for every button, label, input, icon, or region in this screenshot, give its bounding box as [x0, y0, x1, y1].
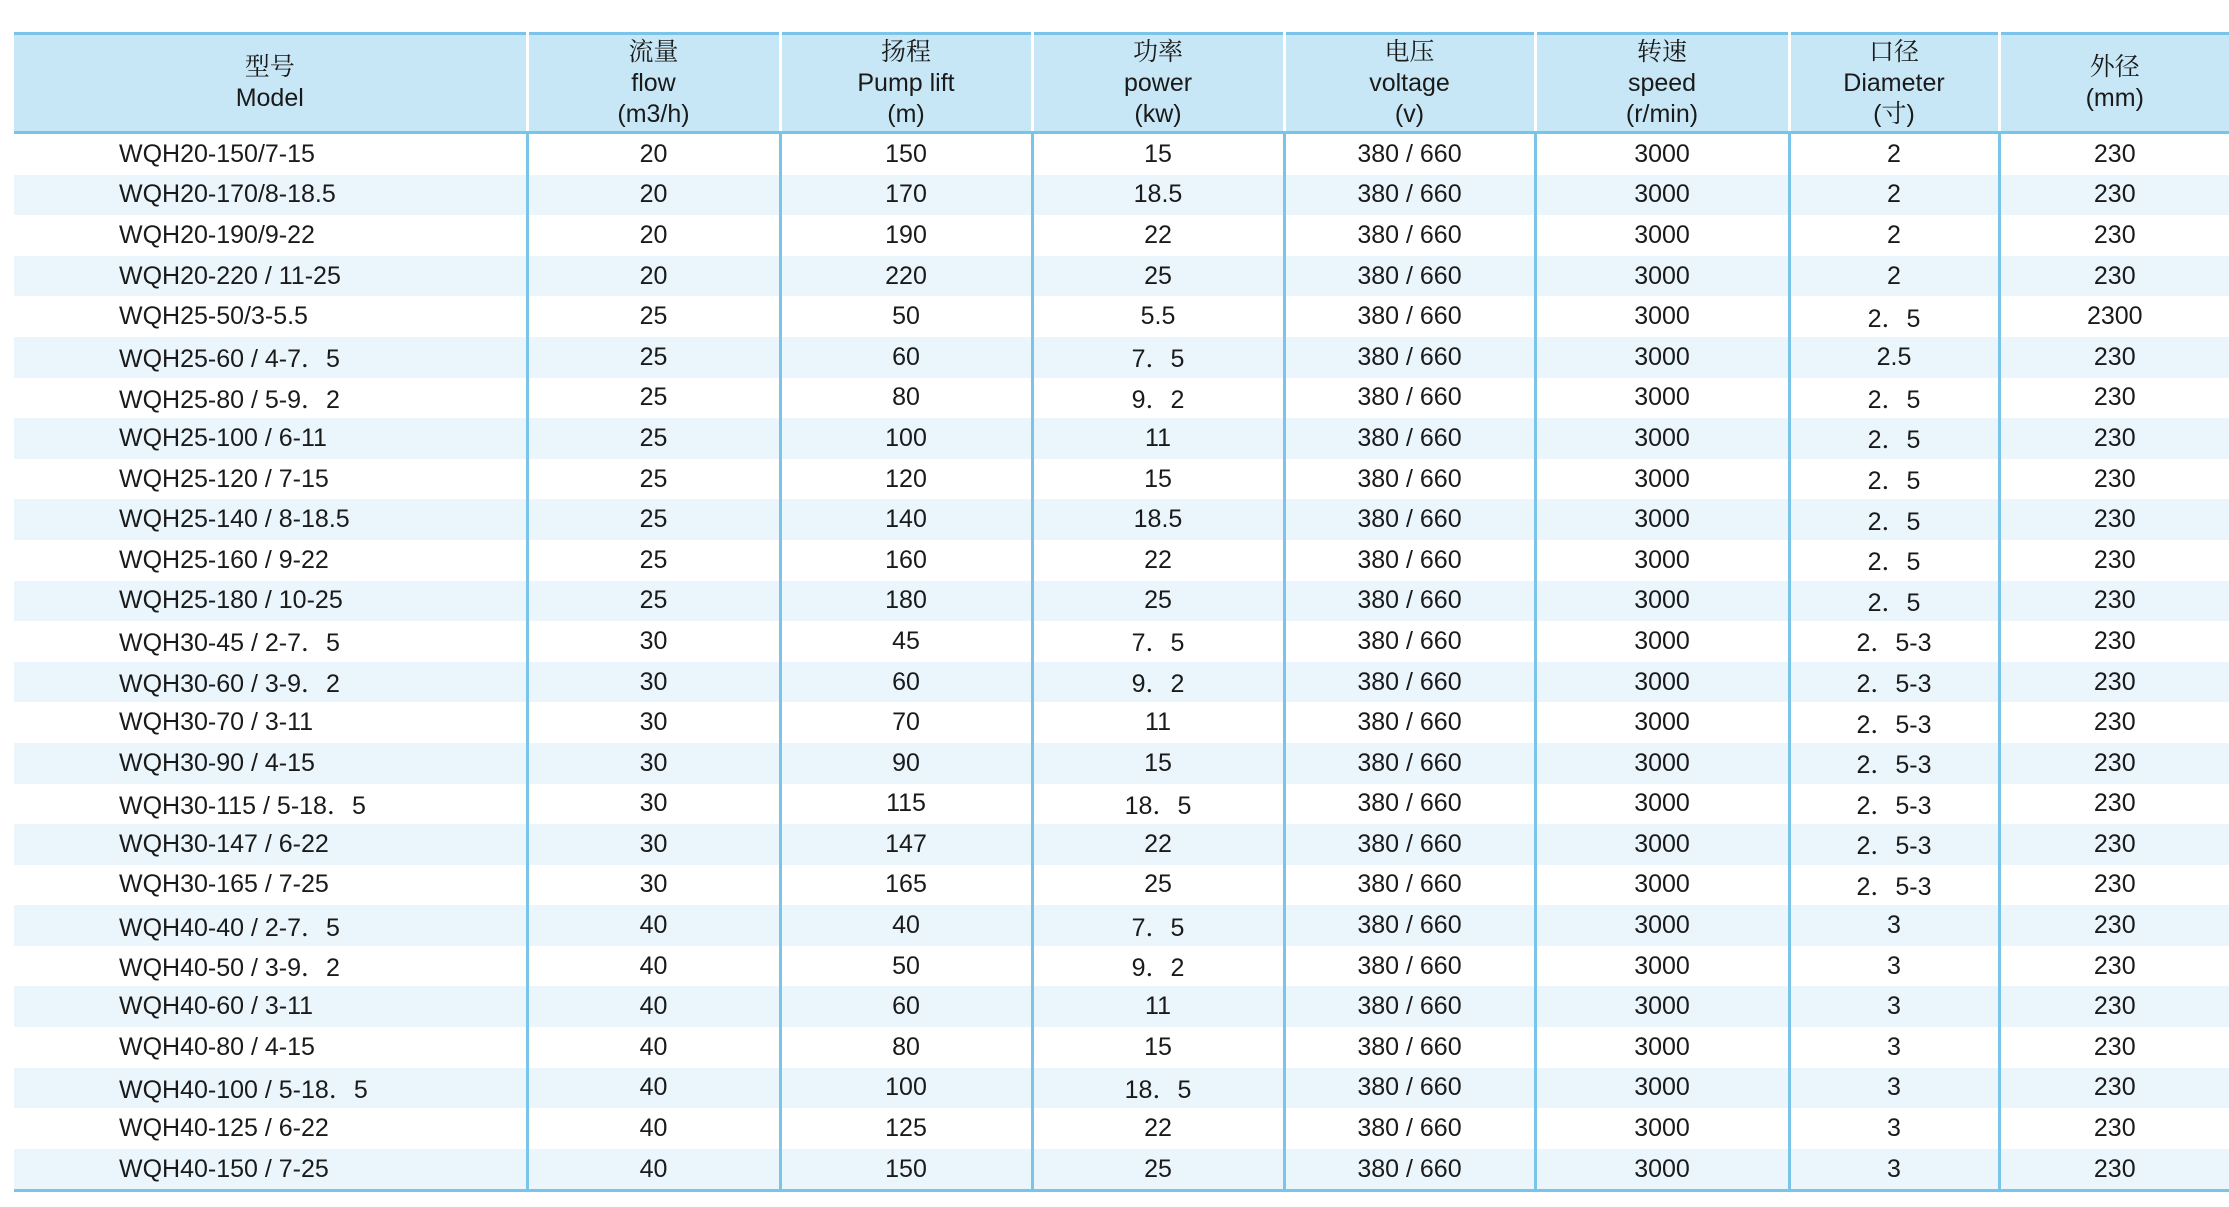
- cell-power: 18.5: [1032, 499, 1284, 540]
- cell-pump-lift: 115: [780, 784, 1032, 825]
- cell-voltage: 380 / 660: [1284, 621, 1535, 662]
- cell-power: 18．5: [1032, 784, 1284, 825]
- cell-speed: 3000: [1535, 621, 1789, 662]
- cell-pump-lift: 220: [780, 256, 1032, 297]
- header-voltage: [1284, 34, 1535, 133]
- header-outer-diameter: [1999, 34, 2229, 133]
- cell-speed: 3000: [1535, 133, 1789, 175]
- cell-outer-diameter: 230: [1999, 824, 2229, 865]
- cell-voltage: 380 / 660: [1284, 1108, 1535, 1149]
- cell-flow: 40: [527, 946, 780, 987]
- cell-outer-diameter: 230: [1999, 337, 2229, 378]
- header-pump-lift: [780, 34, 1032, 133]
- header-model-cn: 型号: [244, 53, 295, 81]
- table-row: [14, 256, 2229, 297]
- cell-speed: 3000: [1535, 1108, 1789, 1149]
- cell-model: WQH30-90 / 4-15: [14, 743, 527, 784]
- cell-voltage: 380 / 660: [1284, 256, 1535, 297]
- cell-voltage: 380 / 660: [1284, 337, 1535, 378]
- cell-model: WQH25-180 / 10-25: [14, 581, 527, 622]
- cell-flow: 20: [527, 256, 780, 297]
- cell-model: WQH30-147 / 6-22: [14, 824, 527, 865]
- cell-model: WQH30-165 / 7-25: [14, 865, 527, 906]
- cell-flow: 25: [527, 540, 780, 581]
- table-body: [14, 133, 2229, 1191]
- table-row: [14, 702, 2229, 743]
- cell-power: 9．2: [1032, 662, 1284, 703]
- cell-voltage: 380 / 660: [1284, 784, 1535, 825]
- cell-model: WQH40-80 / 4-15: [14, 1027, 527, 1068]
- cell-model: WQH25-80 / 5-9．2: [14, 378, 527, 419]
- cell-voltage: 380 / 660: [1284, 296, 1535, 337]
- cell-speed: 3000: [1535, 905, 1789, 946]
- header-speed-cn: 转速: [1636, 37, 1687, 66]
- cell-pump-lift: 45: [780, 621, 1032, 662]
- cell-voltage: 380 / 660: [1284, 540, 1535, 581]
- cell-model: WQH25-100 / 6-11: [14, 418, 527, 459]
- table-row: [14, 540, 2229, 581]
- cell-voltage: 380 / 660: [1284, 581, 1535, 622]
- table-row: [14, 1108, 2229, 1149]
- header-power-en: power: [1123, 68, 1193, 97]
- cell-speed: 3000: [1535, 1027, 1789, 1068]
- header-voltage-unit: (v): [1394, 99, 1425, 128]
- cell-outer-diameter: 230: [1999, 133, 2229, 175]
- table-row: [14, 1068, 2229, 1109]
- table-row: [14, 215, 2229, 256]
- header-flow-unit: (m3/h): [617, 99, 690, 128]
- cell-speed: 3000: [1535, 824, 1789, 865]
- cell-power: 9．2: [1032, 946, 1284, 987]
- cell-outer-diameter: 230: [1999, 784, 2229, 825]
- cell-pump-lift: 190: [780, 215, 1032, 256]
- cell-flow: 25: [527, 296, 780, 337]
- cell-flow: 25: [527, 418, 780, 459]
- table-row: [14, 296, 2229, 337]
- cell-diameter: 2.5: [1789, 337, 1999, 378]
- cell-outer-diameter: 230: [1999, 702, 2229, 743]
- cell-pump-lift: 165: [780, 865, 1032, 906]
- cell-outer-diameter: 230: [1999, 418, 2229, 459]
- cell-flow: 30: [527, 662, 780, 703]
- cell-flow: 40: [527, 986, 780, 1027]
- cell-model: WQH30-60 / 3-9．2: [14, 662, 527, 703]
- header-flow-en: flow: [631, 68, 676, 97]
- header-pump-lift-cn: 扬程: [880, 37, 931, 66]
- table-row: [14, 1149, 2229, 1191]
- cell-power: 22: [1032, 1108, 1284, 1149]
- cell-power: 11: [1032, 702, 1284, 743]
- cell-power: 15: [1032, 1027, 1284, 1068]
- pump-spec-table: [14, 32, 2229, 1192]
- table-row: [14, 175, 2229, 216]
- cell-pump-lift: 120: [780, 459, 1032, 500]
- cell-outer-diameter: 230: [1999, 256, 2229, 297]
- cell-voltage: 380 / 660: [1284, 824, 1535, 865]
- cell-power: 25: [1032, 1149, 1284, 1191]
- cell-diameter: 2．5: [1789, 418, 1999, 459]
- table-row: [14, 1027, 2229, 1068]
- cell-flow: 30: [527, 702, 780, 743]
- cell-speed: 3000: [1535, 865, 1789, 906]
- cell-flow: 30: [527, 743, 780, 784]
- cell-voltage: 380 / 660: [1284, 1027, 1535, 1068]
- table-row: [14, 824, 2229, 865]
- cell-voltage: 380 / 660: [1284, 459, 1535, 500]
- table-row: [14, 946, 2229, 987]
- header-speed-unit: (r/min): [1625, 99, 1699, 128]
- cell-speed: 3000: [1535, 215, 1789, 256]
- cell-model: WQH25-60 / 4-7．5: [14, 337, 527, 378]
- cell-diameter: 2．5: [1789, 581, 1999, 622]
- cell-speed: 3000: [1535, 499, 1789, 540]
- cell-speed: 3000: [1535, 784, 1789, 825]
- cell-voltage: 380 / 660: [1284, 215, 1535, 256]
- cell-voltage: 380 / 660: [1284, 133, 1535, 175]
- cell-outer-diameter: 230: [1999, 905, 2229, 946]
- header-flow: [527, 34, 780, 133]
- cell-pump-lift: 80: [780, 1027, 1032, 1068]
- cell-model: WQH40-40 / 2-7．5: [14, 905, 527, 946]
- table-row: [14, 459, 2229, 500]
- cell-diameter: 3: [1789, 1027, 1999, 1068]
- cell-diameter: 2．5: [1789, 296, 1999, 337]
- cell-flow: 25: [527, 378, 780, 419]
- cell-pump-lift: 125: [780, 1108, 1032, 1149]
- cell-diameter: 2．5-3: [1789, 621, 1999, 662]
- cell-outer-diameter: 230: [1999, 1108, 2229, 1149]
- cell-diameter: 3: [1789, 905, 1999, 946]
- cell-power: 11: [1032, 986, 1284, 1027]
- table-row: [14, 418, 2229, 459]
- cell-outer-diameter: 230: [1999, 621, 2229, 662]
- cell-model: WQH30-115 / 5-18．5: [14, 784, 527, 825]
- cell-pump-lift: 60: [780, 986, 1032, 1027]
- cell-flow: 40: [527, 905, 780, 946]
- cell-diameter: 2．5-3: [1789, 743, 1999, 784]
- cell-power: 25: [1032, 256, 1284, 297]
- cell-voltage: 380 / 660: [1284, 662, 1535, 703]
- cell-pump-lift: 70: [780, 702, 1032, 743]
- cell-pump-lift: 60: [780, 662, 1032, 703]
- cell-voltage: 380 / 660: [1284, 946, 1535, 987]
- cell-power: 7．5: [1032, 905, 1284, 946]
- cell-diameter: 3: [1789, 1068, 1999, 1109]
- cell-voltage: 380 / 660: [1284, 1149, 1535, 1191]
- header-voltage-cn: 电压: [1384, 37, 1435, 66]
- cell-outer-diameter: 230: [1999, 1027, 2229, 1068]
- cell-outer-diameter: 230: [1999, 499, 2229, 540]
- cell-model: WQH40-60 / 3-11: [14, 986, 527, 1027]
- cell-diameter: 2．5: [1789, 378, 1999, 419]
- table-row: [14, 378, 2229, 419]
- cell-model: WQH20-170/8-18.5: [14, 175, 527, 216]
- cell-outer-diameter: 230: [1999, 459, 2229, 500]
- cell-model: WQH40-125 / 6-22: [14, 1108, 527, 1149]
- header-power-cn: 功率: [1132, 37, 1183, 66]
- cell-speed: 3000: [1535, 418, 1789, 459]
- table-row: [14, 662, 2229, 703]
- header-speed: [1535, 34, 1789, 133]
- cell-power: 7．5: [1032, 337, 1284, 378]
- header-row: [14, 34, 2229, 133]
- cell-power: 5.5: [1032, 296, 1284, 337]
- cell-voltage: 380 / 660: [1284, 905, 1535, 946]
- cell-flow: 30: [527, 621, 780, 662]
- cell-flow: 40: [527, 1027, 780, 1068]
- cell-model: WQH40-150 / 7-25: [14, 1149, 527, 1191]
- cell-outer-diameter: 230: [1999, 662, 2229, 703]
- cell-model: WQH20-190/9-22: [14, 215, 527, 256]
- table-row: [14, 784, 2229, 825]
- table-row: [14, 499, 2229, 540]
- cell-flow: 30: [527, 824, 780, 865]
- cell-power: 25: [1032, 581, 1284, 622]
- cell-power: 15: [1032, 743, 1284, 784]
- cell-speed: 3000: [1535, 581, 1789, 622]
- header-power: [1032, 34, 1284, 133]
- table-row: [14, 581, 2229, 622]
- cell-diameter: 2: [1789, 133, 1999, 175]
- table-row: [14, 133, 2229, 175]
- cell-pump-lift: 40: [780, 905, 1032, 946]
- header-power-unit: (kw): [1134, 99, 1182, 128]
- header-flow-cn: 流量: [628, 37, 679, 66]
- cell-power: 25: [1032, 865, 1284, 906]
- cell-power: 22: [1032, 824, 1284, 865]
- cell-model: WQH30-45 / 2-7．5: [14, 621, 527, 662]
- cell-speed: 3000: [1535, 540, 1789, 581]
- cell-voltage: 380 / 660: [1284, 986, 1535, 1027]
- cell-power: 22: [1032, 540, 1284, 581]
- cell-outer-diameter: 230: [1999, 946, 2229, 987]
- cell-outer-diameter: 230: [1999, 175, 2229, 216]
- cell-flow: 40: [527, 1149, 780, 1191]
- cell-flow: 25: [527, 499, 780, 540]
- cell-outer-diameter: 230: [1999, 581, 2229, 622]
- cell-power: 18．5: [1032, 1068, 1284, 1109]
- cell-diameter: 2．5-3: [1789, 662, 1999, 703]
- cell-diameter: 2．5-3: [1789, 702, 1999, 743]
- cell-model: WQH25-120 / 7-15: [14, 459, 527, 500]
- cell-voltage: 380 / 660: [1284, 418, 1535, 459]
- cell-flow: 40: [527, 1068, 780, 1109]
- cell-speed: 3000: [1535, 946, 1789, 987]
- cell-power: 15: [1032, 133, 1284, 175]
- cell-pump-lift: 100: [780, 418, 1032, 459]
- cell-outer-diameter: 230: [1999, 215, 2229, 256]
- cell-diameter: 2: [1789, 256, 1999, 297]
- cell-pump-lift: 160: [780, 540, 1032, 581]
- cell-diameter: 3: [1789, 986, 1999, 1027]
- cell-power: 9．2: [1032, 378, 1284, 419]
- cell-power: 22: [1032, 215, 1284, 256]
- header-model: [14, 34, 527, 133]
- cell-outer-diameter: 230: [1999, 1068, 2229, 1109]
- cell-speed: 3000: [1535, 256, 1789, 297]
- cell-flow: 20: [527, 175, 780, 216]
- cell-speed: 3000: [1535, 1149, 1789, 1191]
- cell-voltage: 380 / 660: [1284, 175, 1535, 216]
- table-row: [14, 905, 2229, 946]
- header-diameter: [1789, 34, 1999, 133]
- cell-outer-diameter: 230: [1999, 743, 2229, 784]
- cell-speed: 3000: [1535, 662, 1789, 703]
- cell-flow: 40: [527, 1108, 780, 1149]
- table-row: [14, 743, 2229, 784]
- table-row: [14, 986, 2229, 1027]
- cell-diameter: 2．5-3: [1789, 865, 1999, 906]
- cell-diameter: 2．5: [1789, 459, 1999, 500]
- cell-outer-diameter: 230: [1999, 865, 2229, 906]
- pump-spec-table-container: [14, 32, 2229, 1192]
- table-row: [14, 865, 2229, 906]
- cell-pump-lift: 140: [780, 499, 1032, 540]
- header-outer-diameter-cn: 外径: [2089, 53, 2140, 81]
- cell-flow: 20: [527, 215, 780, 256]
- cell-outer-diameter: 230: [1999, 540, 2229, 581]
- cell-diameter: 2．5-3: [1789, 784, 1999, 825]
- cell-speed: 3000: [1535, 378, 1789, 419]
- cell-outer-diameter: 230: [1999, 986, 2229, 1027]
- header-diameter-cn: 口径: [1868, 37, 1919, 66]
- cell-model: WQH20-150/7-15: [14, 133, 527, 175]
- header-diameter-en: Diameter: [1843, 68, 1945, 97]
- cell-model: WQH25-160 / 9-22: [14, 540, 527, 581]
- cell-speed: 3000: [1535, 296, 1789, 337]
- cell-speed: 3000: [1535, 337, 1789, 378]
- cell-voltage: 380 / 660: [1284, 865, 1535, 906]
- cell-flow: 25: [527, 337, 780, 378]
- table-header: [14, 34, 2229, 133]
- cell-pump-lift: 147: [780, 824, 1032, 865]
- cell-pump-lift: 60: [780, 337, 1032, 378]
- cell-diameter: 2: [1789, 215, 1999, 256]
- table-row: [14, 621, 2229, 662]
- cell-diameter: 3: [1789, 1149, 1999, 1191]
- header-outer-diameter-en: (mm): [2085, 84, 2144, 112]
- cell-diameter: 2: [1789, 175, 1999, 216]
- cell-model: WQH25-50/3-5.5: [14, 296, 527, 337]
- cell-diameter: 2．5: [1789, 540, 1999, 581]
- cell-speed: 3000: [1535, 459, 1789, 500]
- cell-pump-lift: 100: [780, 1068, 1032, 1109]
- cell-voltage: 380 / 660: [1284, 743, 1535, 784]
- cell-model: WQH40-50 / 3-9．2: [14, 946, 527, 987]
- header-model-en: Model: [235, 84, 304, 112]
- header-diameter-unit: (寸): [1873, 99, 1915, 128]
- cell-voltage: 380 / 660: [1284, 499, 1535, 540]
- cell-model: WQH40-100 / 5-18．5: [14, 1068, 527, 1109]
- cell-power: 15: [1032, 459, 1284, 500]
- cell-power: 11: [1032, 418, 1284, 459]
- table-row: [14, 337, 2229, 378]
- cell-pump-lift: 150: [780, 133, 1032, 175]
- cell-flow: 20: [527, 133, 780, 175]
- cell-flow: 25: [527, 459, 780, 500]
- cell-diameter: 2．5: [1789, 499, 1999, 540]
- cell-speed: 3000: [1535, 1068, 1789, 1109]
- cell-outer-diameter: 230: [1999, 1149, 2229, 1191]
- cell-power: 18.5: [1032, 175, 1284, 216]
- cell-voltage: 380 / 660: [1284, 378, 1535, 419]
- cell-speed: 3000: [1535, 986, 1789, 1027]
- cell-voltage: 380 / 660: [1284, 1068, 1535, 1109]
- header-pump-lift-en: Pump lift: [857, 68, 955, 97]
- header-pump-lift-unit: (m): [887, 99, 925, 128]
- cell-pump-lift: 50: [780, 296, 1032, 337]
- cell-diameter: 2．5-3: [1789, 824, 1999, 865]
- cell-pump-lift: 150: [780, 1149, 1032, 1191]
- cell-outer-diameter: 230: [1999, 378, 2229, 419]
- cell-pump-lift: 90: [780, 743, 1032, 784]
- header-voltage-en: voltage: [1369, 68, 1450, 97]
- header-speed-en: speed: [1627, 68, 1697, 97]
- cell-diameter: 3: [1789, 946, 1999, 987]
- cell-power: 7．5: [1032, 621, 1284, 662]
- cell-model: WQH20-220 / 11-25: [14, 256, 527, 297]
- cell-speed: 3000: [1535, 175, 1789, 216]
- cell-speed: 3000: [1535, 702, 1789, 743]
- cell-flow: 30: [527, 784, 780, 825]
- cell-pump-lift: 180: [780, 581, 1032, 622]
- cell-voltage: 380 / 660: [1284, 702, 1535, 743]
- cell-pump-lift: 170: [780, 175, 1032, 216]
- cell-diameter: 3: [1789, 1108, 1999, 1149]
- cell-outer-diameter: 2300: [1999, 296, 2229, 337]
- cell-pump-lift: 50: [780, 946, 1032, 987]
- cell-model: WQH25-140 / 8-18.5: [14, 499, 527, 540]
- cell-flow: 25: [527, 581, 780, 622]
- cell-model: WQH30-70 / 3-11: [14, 702, 527, 743]
- cell-flow: 30: [527, 865, 780, 906]
- cell-pump-lift: 80: [780, 378, 1032, 419]
- cell-speed: 3000: [1535, 743, 1789, 784]
